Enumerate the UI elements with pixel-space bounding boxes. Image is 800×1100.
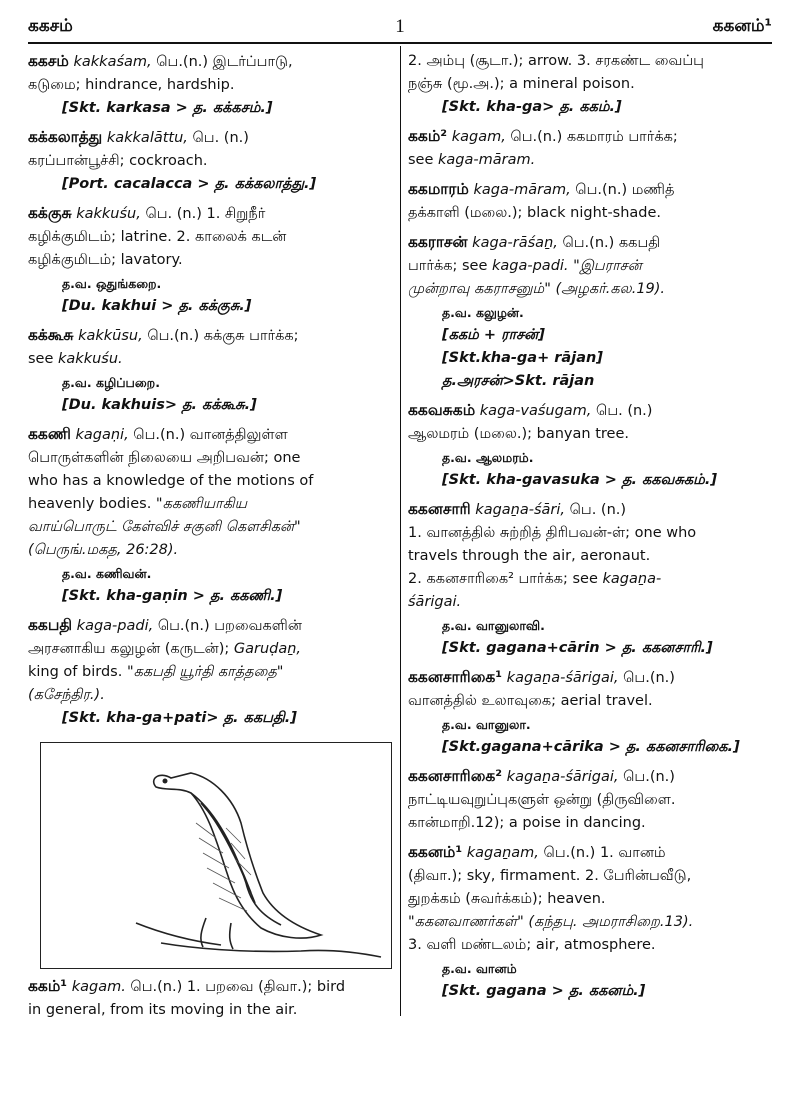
transliteration: kagam, — [447, 129, 506, 145]
page-number: 1 — [395, 16, 405, 37]
definition-text: heavenly bodies. — [28, 496, 156, 512]
right-column — [408, 50, 772, 1070]
definition-text: பெ. (n.) — [565, 502, 627, 518]
entry-line — [28, 249, 394, 272]
entry-kagam-1 — [28, 975, 394, 1022]
transliteration: kagam. — [67, 979, 126, 995]
transliteration: kagaṇi, — [70, 427, 129, 443]
definition-text: in general, from its moving in the air. — [28, 1002, 298, 1018]
entry-line — [408, 911, 772, 934]
transliteration: śārigai. — [408, 594, 462, 610]
entry-line — [408, 934, 772, 957]
right-entries — [408, 50, 772, 1003]
entry-line — [28, 470, 394, 493]
entry-line — [28, 348, 394, 371]
entry-line — [408, 522, 772, 545]
transliteration: kaga-vaśugam, — [475, 403, 592, 419]
etymology: [Du. kakhui > த. கக்குசு.] — [62, 298, 252, 314]
transliteration: kakkuśu. — [58, 351, 123, 367]
page-header — [28, 14, 772, 44]
definition-text: கான்மாறி.12); a poise in dancing. — [408, 815, 646, 831]
etymology: [Skt. kha-ga> த. ககம்.] — [442, 99, 622, 115]
etymology: [Du. kakhuis> த. கக்கூசு.] — [62, 397, 257, 413]
etymology: [Skt.gagana+cārika > த. ககனசாரிகை.] — [442, 739, 740, 755]
transliteration: kagaṉa-śārigai, — [502, 769, 619, 785]
definition-text: 1. வானத்தில் சுற்றித் திரிபவன்-ள்; one who — [408, 525, 697, 541]
definition-text: தக்காளி (மலை.); black night-shade. — [408, 205, 662, 221]
transliteration: முன்றாவு ககராசனும்" (அழகர்.கல.19). — [408, 281, 666, 297]
definition-text: 2. அம்பு (சூடா.); arrow. 3. சரகண்ட வைப்பு — [408, 53, 704, 69]
etymology: [Skt. kha-gaṇin > த. ககணி.] — [62, 588, 283, 604]
entry-line — [408, 149, 772, 172]
headword: கக்கலாத்து — [28, 128, 103, 146]
dictionary-entry — [408, 666, 772, 759]
transliteration: (பெருங்.மகத, 26:28). — [28, 542, 179, 558]
tamil-word-note: த.வ. கணிவன். — [62, 566, 152, 581]
entry-line — [408, 255, 772, 278]
headword: ககணி — [28, 425, 71, 443]
headword: ககமாரம் — [408, 180, 469, 198]
entry-line — [408, 591, 772, 614]
definition-text: பெ.(n.) ககபதி — [557, 235, 661, 251]
entry-line — [28, 975, 394, 999]
headword: கக்கூசு — [28, 326, 74, 344]
entry-line — [408, 73, 772, 96]
etymology: [Port. cacalacca > த. கக்கலாத்து.] — [62, 176, 317, 192]
headword: கக்குசு — [28, 204, 72, 222]
tamil-word-note: த.வ. வானுலா. — [442, 717, 531, 732]
left-running-headword: ககசம் — [28, 16, 73, 36]
entry-line — [408, 498, 772, 522]
definition-text: பார்க்க; see — [408, 258, 492, 274]
definition-text: பொருள்களின் நிலையை அறிபவன்; one — [28, 450, 301, 466]
definition-text: பெ.(n.) வானத்திலுள்ள — [128, 427, 288, 443]
definition-text: கடுமை; hindrance, hardship. — [28, 77, 235, 93]
entry-line — [408, 423, 772, 446]
transliteration: kakkūsu, — [73, 328, 143, 344]
transliteration: kagaṉa- — [602, 571, 662, 587]
transliteration: Garuḍaṉ, — [233, 641, 302, 657]
entry-line — [408, 545, 772, 568]
left-column — [28, 50, 394, 1070]
etymology: [Skt. karkasa > த. கக்கசம்.] — [62, 100, 273, 116]
entry-line — [408, 178, 772, 202]
definition-text: பெ.(n.) பறவைகளின் — [153, 618, 302, 634]
transliteration: "ககணியாகிய — [155, 496, 248, 512]
entry-line — [408, 278, 772, 301]
headword: ககராசன் — [408, 233, 468, 251]
definition-text: நஞ்சு (மூ.அ.); a mineral poison. — [408, 76, 635, 92]
dictionary-entry — [408, 841, 772, 1003]
left-entries — [28, 50, 394, 730]
transliteration: kaga-rāśaṉ, — [467, 235, 558, 251]
etymology: [Skt.kha-ga+ rājan] — [442, 350, 603, 366]
entry-line — [28, 126, 394, 150]
dictionary-entry — [408, 125, 772, 172]
transliteration: kakkuśu, — [71, 206, 141, 222]
dictionary-entry — [408, 178, 772, 225]
definition-text: கழிக்குமிடம்; lavatory. — [28, 252, 183, 268]
definition-text: பெ. (n.) — [591, 403, 653, 419]
eagle-illustration — [40, 742, 392, 969]
etymology: [Skt. kha-ga+pati> த. ககபதி.] — [62, 710, 297, 726]
tamil-word-note: த.வ. கழிப்பறை. — [62, 375, 160, 390]
headword: ககம்² — [408, 127, 448, 145]
etymology: த.அரசன்>Skt. rājan — [442, 373, 595, 389]
dictionary-entry — [28, 423, 394, 608]
entry-line — [28, 50, 394, 74]
entry-line — [28, 74, 394, 97]
etymology: [Skt. gagana+cārin > த. ககனசாரி.] — [442, 640, 713, 656]
transliteration: kakkaśam, — [68, 54, 152, 70]
entry-line — [28, 324, 394, 348]
entry-line — [408, 812, 772, 835]
definition-text: see — [28, 351, 59, 367]
transliteration: kakkalāttu, — [102, 130, 188, 146]
entry-line — [408, 690, 772, 713]
definition-text: வானத்தில் உலாவுகை; aerial travel. — [408, 693, 653, 709]
entry-line — [408, 841, 772, 865]
headword: ககசம் — [28, 52, 69, 70]
definition-text: அரசனாகிய கலுழன் (கருடன்); — [28, 641, 234, 657]
etymology: [Skt. gagana > த. ககனம்.] — [442, 983, 646, 999]
entry-line — [28, 614, 394, 638]
transliteration: kagaṉa-śārigai, — [502, 670, 619, 686]
entry-line — [28, 539, 394, 562]
transliteration: kagaṉam, — [462, 845, 539, 861]
entry-line — [408, 202, 772, 225]
entry-line — [28, 447, 394, 470]
entry-line — [28, 202, 394, 226]
definition-text: பெ. (n.) 1. சிறுநீர் — [140, 206, 266, 222]
headword: ககனசாரிகை¹ — [408, 668, 503, 686]
definition-text: பெ.(n.) 1. பறவை (திவா.); bird — [125, 979, 346, 995]
definition-text: பெ.(n.) இடர்ப்பாடு, — [151, 54, 293, 70]
definition-text: ஆலமரம் (மலை.); banyan tree. — [408, 426, 629, 442]
transliteration: kaga-padi. "இபராசன் — [492, 258, 642, 274]
definition-text: துறக்கம் (சுவர்க்கம்); heaven. — [408, 891, 606, 907]
definition-text: பெ.(n.) கக்குசு பார்க்க; — [142, 328, 299, 344]
transliteration: "ககபதி யூர்தி காத்ததை" — [126, 664, 284, 680]
right-running-headword: ககனம்¹ — [712, 16, 772, 36]
definition-text: கரப்பான்பூச்சி; cockroach. — [28, 153, 208, 169]
dictionary-entry — [408, 498, 772, 660]
entry-line — [408, 399, 772, 423]
transliteration: kaga-māram. — [438, 152, 536, 168]
entry-line — [408, 50, 772, 73]
dictionary-entry — [28, 126, 394, 196]
entry-line — [408, 865, 772, 888]
tamil-word-note: த.வ. ஒதுங்கறை. — [62, 276, 162, 291]
definition-text: who has a knowledge of the motions of — [28, 473, 314, 489]
entry-line — [408, 888, 772, 911]
definition-text: 3. வளி மண்டலம்; air, atmosphere. — [408, 937, 656, 953]
headword: ககனசாரி — [408, 500, 471, 518]
dictionary-entry — [28, 202, 394, 318]
etymology: [Skt. kha-gavasuka > த. ககவசுகம்.] — [442, 472, 717, 488]
definition-text: கழிக்குமிடம்; latrine. 2. காலைக் கடன் — [28, 229, 287, 245]
entry-line — [28, 661, 394, 684]
headword: ககனம்¹ — [408, 843, 463, 861]
entry-line — [28, 684, 394, 707]
dictionary-entry — [28, 614, 394, 730]
transliteration: வாய்பொருட் கேள்விச் சகுனி கௌசிகன்" — [28, 519, 301, 535]
column-divider — [400, 46, 401, 1016]
definition-text: பெ.(n.) 1. வானம் — [538, 845, 666, 861]
dictionary-entry — [408, 765, 772, 835]
definition-text: பெ.(n.) ககமாரம் பார்க்க; — [505, 129, 678, 145]
definition-text: travels through the air, aeronaut. — [408, 548, 651, 564]
entry-line — [28, 516, 394, 539]
entry-line — [408, 568, 772, 591]
entry-line — [28, 226, 394, 249]
dictionary-entry — [408, 50, 772, 119]
transliteration: kaga-māram, — [468, 182, 571, 198]
definition-text: பெ.(n.) — [618, 670, 675, 686]
definition-text: (திவா.); sky, firmament. 2. பேரின்பவீடு, — [408, 868, 692, 884]
headword: ககவசுகம் — [408, 401, 476, 419]
entry-line — [28, 638, 394, 661]
transliteration: kagaṉa-śāri, — [470, 502, 566, 518]
entry-line — [28, 150, 394, 173]
entry-line — [408, 765, 772, 789]
definition-text: பெ.(n.) — [618, 769, 675, 785]
dictionary-entry — [28, 50, 394, 120]
etymology: [ககம் + ராசன்] — [442, 327, 545, 343]
definition-text: நாட்டியவுறுப்புகளுள் ஒன்று (திருவிளை. — [408, 792, 676, 808]
tamil-word-note: த.வ. வானம் — [442, 961, 517, 976]
entry-line — [28, 493, 394, 516]
transliteration: (கசேந்திர.). — [28, 687, 105, 703]
entry-line — [408, 666, 772, 690]
definition-text: பெ. (n.) — [187, 130, 249, 146]
entry-line — [28, 999, 394, 1022]
entry-line — [408, 789, 772, 812]
headword: ககபதி — [28, 616, 73, 634]
tamil-word-note: த.வ. வானுலாவி. — [442, 618, 545, 633]
tamil-word-note: த.வ. கலுழன். — [442, 305, 524, 320]
transliteration: "ககனவாணர்கள்" (கந்தபு. அமராசிறை.13). — [408, 914, 694, 930]
definition-text: 2. ககனசாரிகை² பார்க்க; see — [408, 571, 603, 587]
entry-line — [408, 231, 772, 255]
dictionary-entry — [28, 324, 394, 417]
dictionary-entry — [408, 399, 772, 492]
transliteration: kaga-padi, — [72, 618, 154, 634]
entry-line — [28, 423, 394, 447]
tamil-word-note: த.வ. ஆலமரம். — [442, 450, 534, 465]
dictionary-entry — [408, 231, 772, 393]
entry-line — [408, 125, 772, 149]
headword: ககம்¹ — [28, 977, 68, 995]
headword: ககனசாரிகை² — [408, 767, 503, 785]
definition-text: king of birds. — [28, 664, 127, 680]
definition-text: see — [408, 152, 439, 168]
definition-text: பெ.(n.) மணித் — [570, 182, 675, 198]
